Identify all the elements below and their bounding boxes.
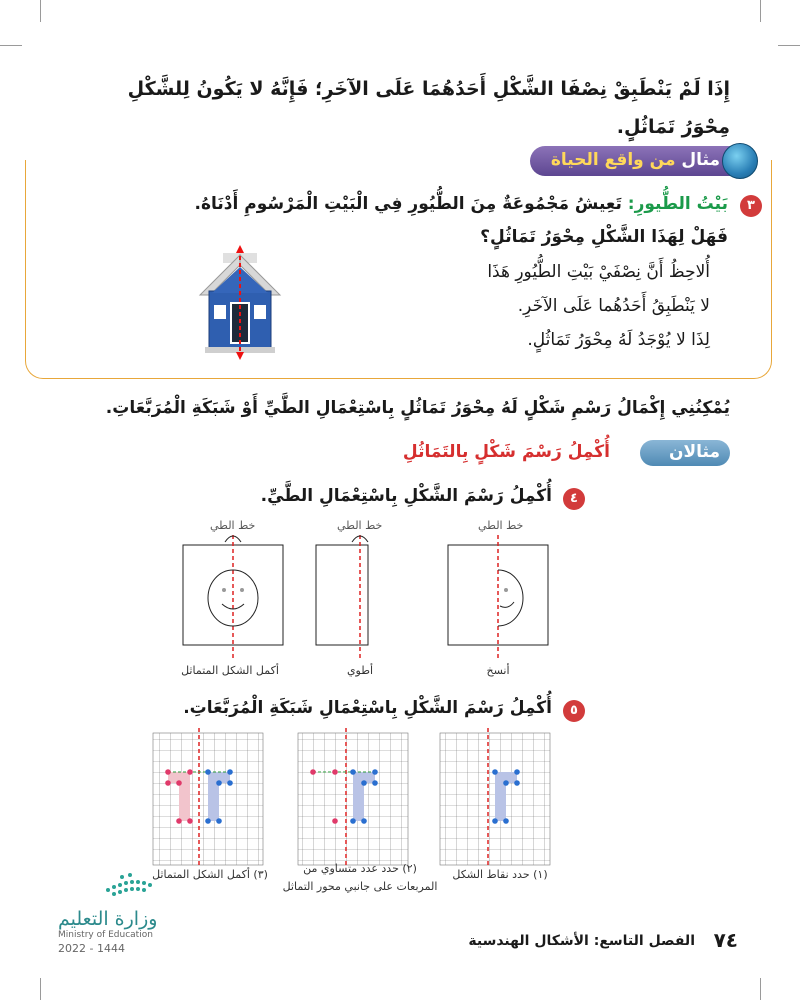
crop-mark xyxy=(778,45,800,46)
globe-icon xyxy=(722,143,758,179)
intro-paragraph xyxy=(70,70,730,146)
caption-fold: أطوي xyxy=(346,664,374,677)
crop-mark xyxy=(40,978,41,1000)
example-4-text: أُكْمِلُ رَسْمَ الشَّكْلِ بِاسْتِعْمَالِ الطَّيِّ. xyxy=(260,486,552,506)
fold-diagrams xyxy=(170,530,590,665)
grid-diagrams xyxy=(148,728,568,868)
example-3-answer-2: لا يَنْطَبِقُ أَحَدُهُما عَلَى الآخَرِ. xyxy=(517,296,710,316)
crop-mark xyxy=(760,978,761,1000)
example-number-5: ٥ xyxy=(563,700,585,722)
example-banner-text xyxy=(551,150,720,170)
half-face-eye xyxy=(504,588,508,592)
banner-part-1: مثال xyxy=(681,150,720,170)
example-3-title: بَيْتُ الطُّيورِ: xyxy=(627,194,728,214)
example-5-text: أُكْمِلُ رَسْمَ الشَّكْلِ بِاسْتِعْمَالِ شَبَكَةِ الْمُرَبَّعَاتِ. xyxy=(183,698,552,718)
intro-line-2: مِحْوَرُ تَمَاثُلٍ. xyxy=(616,116,730,138)
grid-2 xyxy=(298,728,408,868)
arrow-down-icon xyxy=(236,352,244,360)
example-3-answer-1: أُلاحِظُ أَنَّ نِصْفَيْ بَيْتِ الطُّيُورِ هَذَا xyxy=(487,262,710,282)
crop-mark xyxy=(40,0,41,22)
grid-1 xyxy=(440,728,550,868)
ministry-name-en: Ministry of Education xyxy=(58,930,153,940)
bird-house-illustration xyxy=(195,245,285,360)
house-window-left xyxy=(214,305,226,319)
grid-caption-1: (١) حدد نقاط الشكل xyxy=(452,868,548,881)
arrow-up-icon xyxy=(236,245,244,253)
ministry-name-ar: وزارة التعليم xyxy=(58,908,158,930)
grid-caption-2: (٢) حدد عدد متساوي من xyxy=(303,862,417,875)
example-3-line-2: فَهَلْ لِهَذَا الشَّكْلِ مِحْوَرُ تَمَاثُلٍ؟ xyxy=(480,227,728,247)
grid-caption-2b: المربعات على جانبي محور التماثل xyxy=(282,880,438,893)
grid-caption-3: (٣) أكمل الشكل المتماثل xyxy=(152,868,268,881)
example-number-4: ٤ xyxy=(563,488,585,510)
example-number-3: ٣ xyxy=(740,195,762,217)
caption-complete: أكمل الشكل المتماثل xyxy=(181,664,279,677)
crop-mark xyxy=(760,0,761,22)
examples-title: أُكْمِلُ رَسْمَ شَكْلٍ بِالتَمَاثُلِ xyxy=(402,442,610,462)
grid-3 xyxy=(153,728,263,868)
fold-label-1: خط الطي xyxy=(478,519,524,532)
page-number: ٧٤ xyxy=(713,928,738,952)
fold-label-2: خط الطي xyxy=(337,519,383,532)
footer-chapter: الفصل التاسع: الأشكال الهندسية xyxy=(468,933,695,949)
crop-mark xyxy=(0,45,22,46)
caption-copy: أنسخ xyxy=(486,664,510,677)
example-3-answer-3: لِذَا لا يُوْجَدُ لَهُ مِحْوَرُ تَمَاثُلٍ. xyxy=(527,330,710,350)
ministry-year: 2022 - 1444 xyxy=(58,942,125,955)
full-face-eye-right xyxy=(240,588,244,592)
example-3-line-1-text: تَعِيشُ مَجْمُوعَةٌ مِنَ الطُّيُورِ فِي الْبَيْتِ الْمَرْسُومِ أَدْنَاهُ. xyxy=(194,194,622,214)
intro-line-1: إِذَا لَمْ يَنْطَبِقْ نِصْفَا الشَّكْلِ أَحَدُهُمَا عَلَى الآخَرِ؛ فَإِنَّهُ لا يَكُونُ لِلشَّكْلِ xyxy=(127,78,730,100)
statement: يُمْكِنُنِي إِكْمَالُ رَسْمِ شَكْلٍ لَهُ مِحْوَرُ تَمَاثُلٍ بِاسْتِعْمَالِ الطَّيِّ أَوْ شَبَكَةِ الْمُرَبَّعَاتِ. xyxy=(105,398,730,418)
half-face-outline xyxy=(498,570,523,626)
half-face-mouth xyxy=(500,602,514,607)
fold-label-3: خط الطي xyxy=(210,519,256,532)
banner-part-2: من واقع الحياة xyxy=(550,150,676,170)
ministry-logo-icon xyxy=(100,868,165,898)
example-3-line-1 xyxy=(195,194,728,214)
house-window-right xyxy=(254,305,266,319)
full-face-eye-left xyxy=(222,588,226,592)
examples-badge-text: مثالان xyxy=(668,442,720,462)
